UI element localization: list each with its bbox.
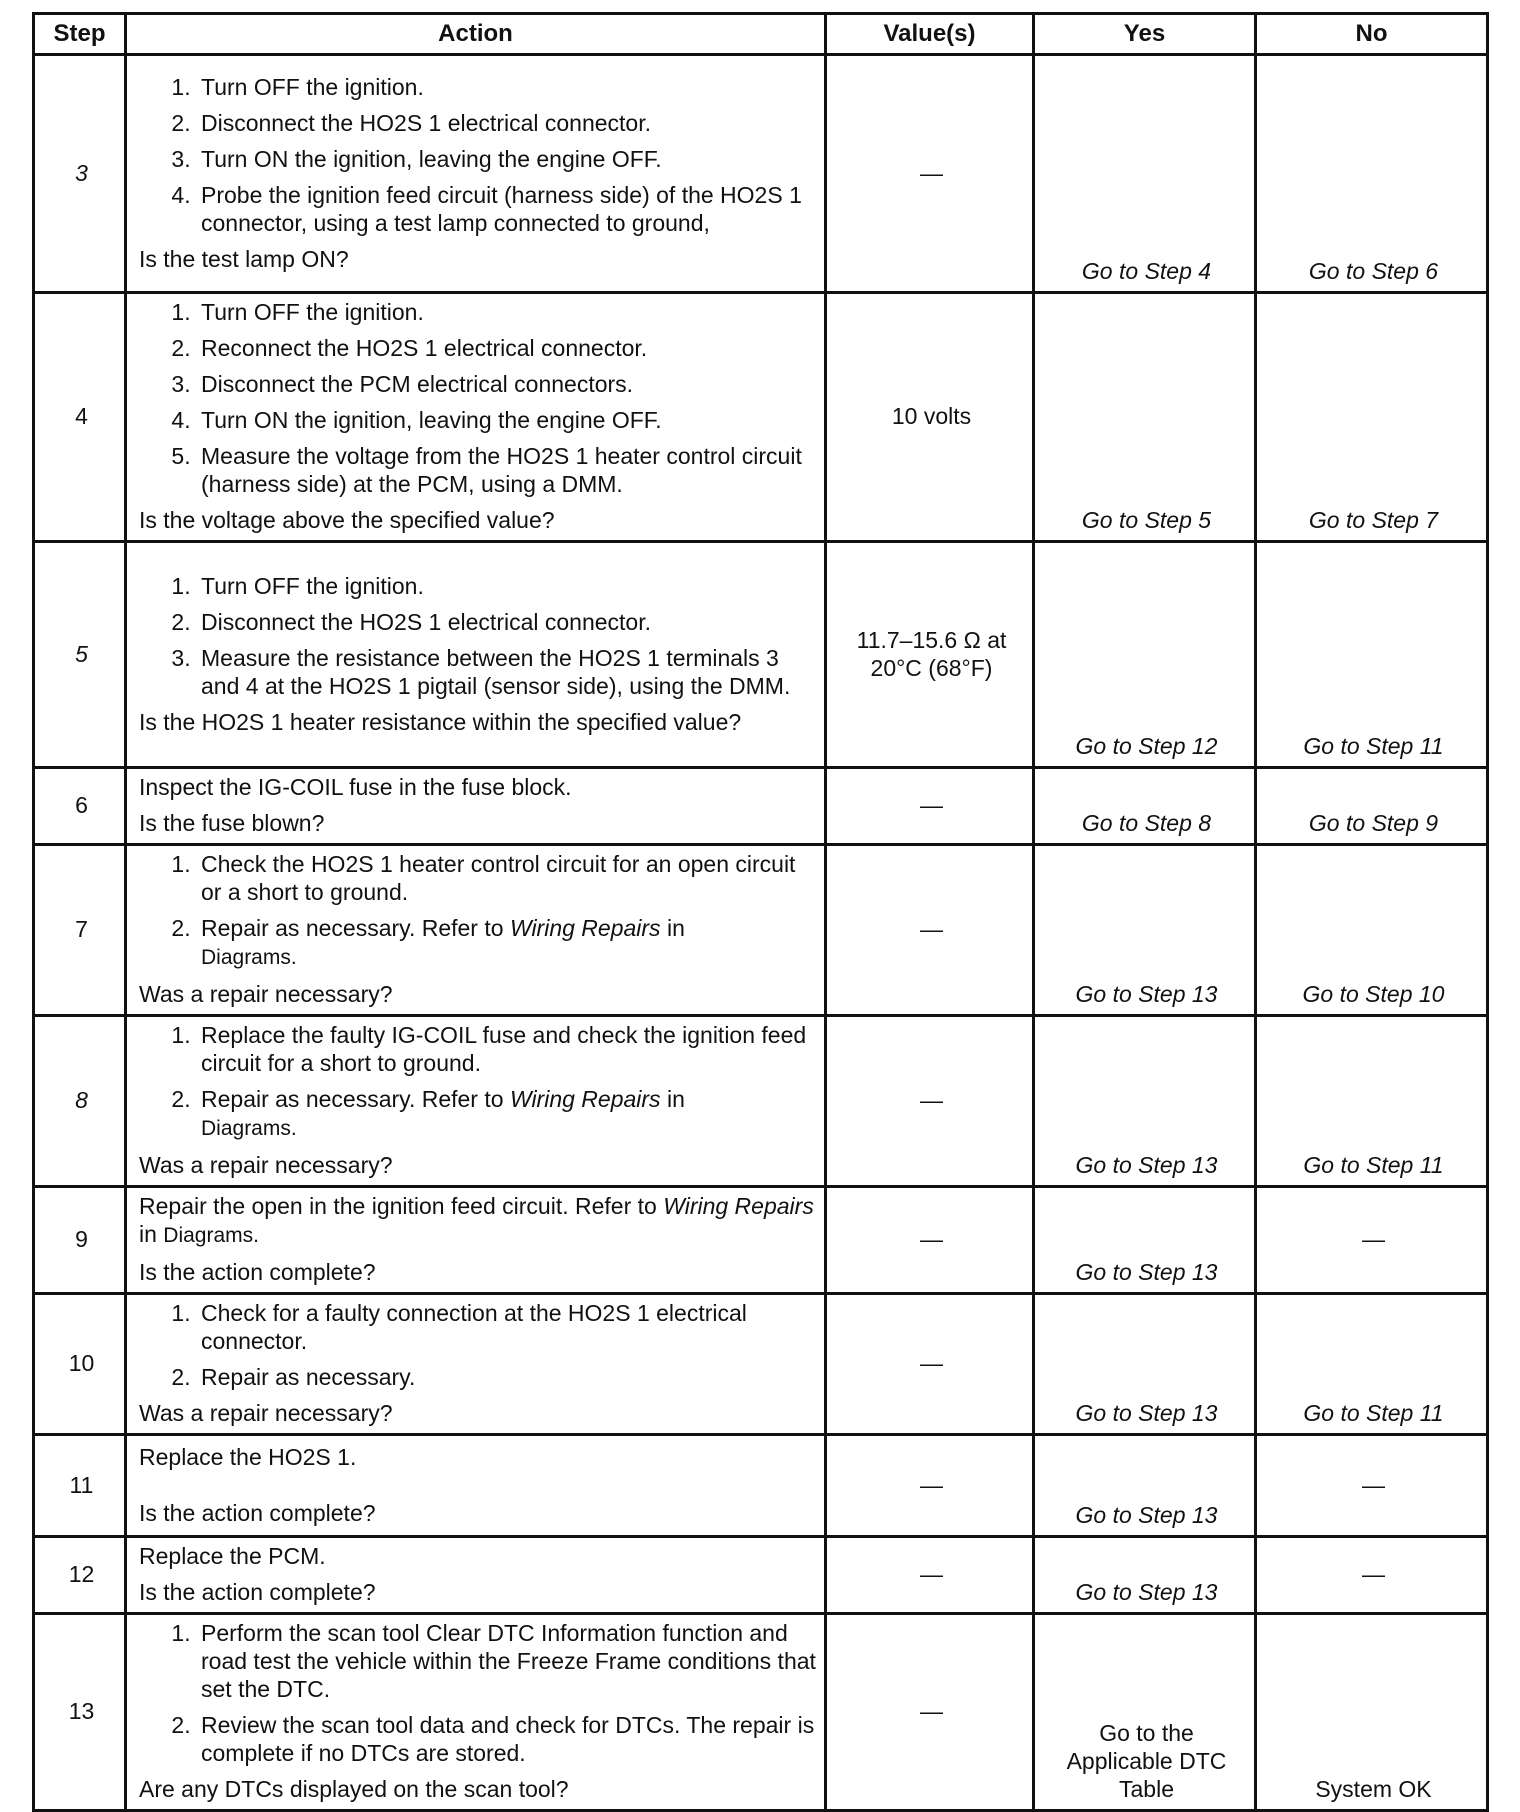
repair-text: Repair as necessary. Refer to	[201, 915, 510, 941]
value-cell: 10 volts	[826, 293, 1034, 542]
wiring-repairs-reference: Wiring Repairs	[509, 1086, 661, 1112]
action-cell	[126, 1614, 826, 1811]
table-row	[34, 845, 1488, 1016]
action-list	[139, 850, 816, 972]
repair-suffix: in	[660, 915, 685, 941]
action-cell	[126, 845, 826, 1016]
action-cell	[126, 768, 826, 845]
yes-cell: Go to Step 13	[1034, 845, 1256, 1016]
action-list	[139, 298, 816, 498]
action-item: 1. Turn OFF the ignition.	[197, 73, 816, 101]
no-cell: Go to Step 9	[1256, 768, 1488, 845]
wiring-repairs-reference: Wiring Repairs	[509, 915, 661, 941]
repair-text: Repair the open in the ignition feed circuit. Refer to	[139, 1193, 664, 1219]
repair-suffix: in	[660, 1086, 685, 1112]
yes-cell: Go to Step 12	[1034, 542, 1256, 768]
no-cell: —	[1256, 1187, 1488, 1294]
action-item: 3. Disconnect the PCM electrical connectors.	[197, 370, 816, 398]
step-number: 6	[34, 768, 126, 845]
no-cell: System OK	[1256, 1614, 1488, 1811]
step-number: 10	[34, 1294, 126, 1435]
step-number: 7	[34, 845, 126, 1016]
action-item: 1. Turn OFF the ignition.	[197, 572, 816, 600]
table-header-row	[34, 14, 1488, 55]
repair-text: Repair as necessary. Refer to	[201, 1086, 510, 1112]
yes-cell: Go to Step 4	[1034, 55, 1256, 293]
action-item: 2. Reconnect the HO2S 1 electrical connector.	[197, 334, 816, 362]
action-item: 5. Measure the voltage from the HO2S 1 heater control circuit (harness side) at the PCM, using a DMM.	[197, 442, 816, 498]
action-text: Inspect the IG-COIL fuse in the fuse block.	[139, 774, 572, 800]
action-question: Is the HO2S 1 heater resistance within the specified value?	[139, 708, 742, 735]
yes-cell: Go to Step 13	[1034, 1294, 1256, 1435]
action-item: 4. Turn ON the ignition, leaving the engine OFF.	[197, 406, 816, 434]
header-action: Action	[126, 14, 826, 55]
header-step: Step	[34, 14, 126, 55]
wiring-repairs-reference: Wiring Repairs	[663, 1193, 814, 1219]
table-row	[34, 1294, 1488, 1435]
no-cell: Go to Step 11	[1256, 542, 1488, 768]
repair-tail: Diagrams.	[201, 1117, 297, 1140]
action-cell	[126, 55, 826, 293]
yes-cell: Go to Step 13	[1034, 1016, 1256, 1187]
action-question: Was a repair necessary?	[139, 1152, 393, 1178]
yes-cell: Go to Step 13	[1034, 1537, 1256, 1614]
action-item: 3. Turn ON the ignition, leaving the engine OFF.	[197, 145, 816, 173]
table-row	[34, 1614, 1488, 1811]
no-cell: Go to Step 6	[1256, 55, 1488, 293]
action-list	[139, 73, 816, 237]
value-cell: —	[826, 1294, 1034, 1435]
spacer	[139, 1471, 816, 1499]
action-item: 1. Turn OFF the ignition.	[197, 298, 816, 326]
action-question: Is the action complete?	[139, 1259, 376, 1285]
action-item: 1. Check for a faulty connection at the HO2S 1 electrical connector.	[197, 1299, 816, 1355]
action-item	[197, 1085, 816, 1143]
action-question: Is the test lamp ON?	[139, 245, 349, 272]
action-question: Is the fuse blown?	[139, 810, 325, 836]
header-yes: Yes	[1034, 14, 1256, 55]
action-item: 2. Repair as necessary.	[197, 1363, 816, 1391]
action-cell	[126, 1435, 826, 1537]
table-row	[34, 55, 1488, 293]
yes-cell: Go to Step 13	[1034, 1435, 1256, 1537]
action-list	[139, 1299, 816, 1391]
action-question: Is the action complete?	[139, 1499, 376, 1526]
yes-cell: Go to Step 13	[1034, 1187, 1256, 1294]
action-question: Was a repair necessary?	[139, 1400, 393, 1426]
step-number: 3	[34, 55, 126, 293]
action-item	[197, 914, 816, 972]
yes-cell: Go to Step 5	[1034, 293, 1256, 542]
action-text: Replace the HO2S 1.	[139, 1443, 357, 1470]
yes-cell: Go to Step 8	[1034, 768, 1256, 845]
table-row	[34, 293, 1488, 542]
no-cell: Go to Step 10	[1256, 845, 1488, 1016]
table-row	[34, 768, 1488, 845]
no-cell: Go to Step 11	[1256, 1016, 1488, 1187]
action-item: 2. Review the scan tool data and check for DTCs. The repair is complete if no DTCs are stored.	[197, 1711, 816, 1767]
action-question: Was a repair necessary?	[139, 981, 393, 1007]
repair-tail: Diagrams.	[163, 1224, 259, 1247]
no-cell: Go to Step 7	[1256, 293, 1488, 542]
action-cell	[126, 1187, 826, 1294]
table-row	[34, 1016, 1488, 1187]
value-cell: —	[826, 845, 1034, 1016]
value-cell: —	[826, 1016, 1034, 1187]
value-cell: —	[826, 55, 1034, 293]
action-item: 2. Disconnect the HO2S 1 electrical connector.	[197, 608, 816, 636]
no-cell: —	[1256, 1537, 1488, 1614]
step-number: 12	[34, 1537, 126, 1614]
action-question: Is the action complete?	[139, 1579, 376, 1605]
action-cell	[126, 542, 826, 768]
step-number: 9	[34, 1187, 126, 1294]
table-row	[34, 542, 1488, 768]
value-cell: —	[826, 1187, 1034, 1294]
action-list	[139, 1619, 816, 1767]
action-item: 4. Probe the ignition feed circuit (harness side) of the HO2S 1 connector, using a test lamp connected to ground,	[197, 181, 816, 237]
action-item: 1. Replace the faulty IG-COIL fuse and check the ignition feed circuit for a short to ground.	[197, 1021, 816, 1077]
table-row	[34, 1435, 1488, 1537]
no-cell: —	[1256, 1435, 1488, 1537]
action-cell	[126, 1016, 826, 1187]
step-number: 4	[34, 293, 126, 542]
repair-suffix: in	[139, 1221, 164, 1247]
no-cell: Go to Step 11	[1256, 1294, 1488, 1435]
table-row	[34, 1537, 1488, 1614]
action-item: 1. Perform the scan tool Clear DTC Information function and road test the vehicle within the Freeze Frame conditions that set the DTC.	[197, 1619, 816, 1703]
value-cell: 11.7–15.6 Ω at 20°C (68°F)	[826, 542, 1034, 768]
action-question: Are any DTCs displayed on the scan tool?	[139, 1776, 569, 1802]
action-list	[139, 1021, 816, 1143]
action-item: 1. Check the HO2S 1 heater control circuit for an open circuit or a short to ground.	[197, 850, 816, 906]
yes-cell: Go to the Applicable DTC Table	[1034, 1614, 1256, 1811]
action-cell	[126, 293, 826, 542]
diagnostic-table-page	[32, 12, 1486, 1812]
action-question: Is the voltage above the specified value?	[139, 507, 555, 533]
step-number: 8	[34, 1016, 126, 1187]
table-row	[34, 1187, 1488, 1294]
value-cell: —	[826, 1435, 1034, 1537]
step-number: 5	[34, 542, 126, 768]
header-values: Value(s)	[826, 14, 1034, 55]
step-number: 11	[34, 1435, 126, 1537]
action-text	[139, 1192, 816, 1250]
step-number: 13	[34, 1614, 126, 1811]
value-cell: —	[826, 1614, 1034, 1811]
action-cell	[126, 1294, 826, 1435]
repair-tail: Diagrams.	[201, 946, 297, 969]
action-text: Replace the PCM.	[139, 1543, 326, 1569]
value-cell: —	[826, 768, 1034, 845]
action-list	[139, 572, 816, 700]
action-item: 2. Disconnect the HO2S 1 electrical connector.	[197, 109, 816, 137]
action-cell	[126, 1537, 826, 1614]
diagnostic-table	[32, 12, 1489, 1812]
value-cell: —	[826, 1537, 1034, 1614]
header-no: No	[1256, 14, 1488, 55]
action-item: 3. Measure the resistance between the HO2S 1 terminals 3 and 4 at the HO2S 1 pigtail (sensor side), using the DMM.	[197, 644, 816, 700]
